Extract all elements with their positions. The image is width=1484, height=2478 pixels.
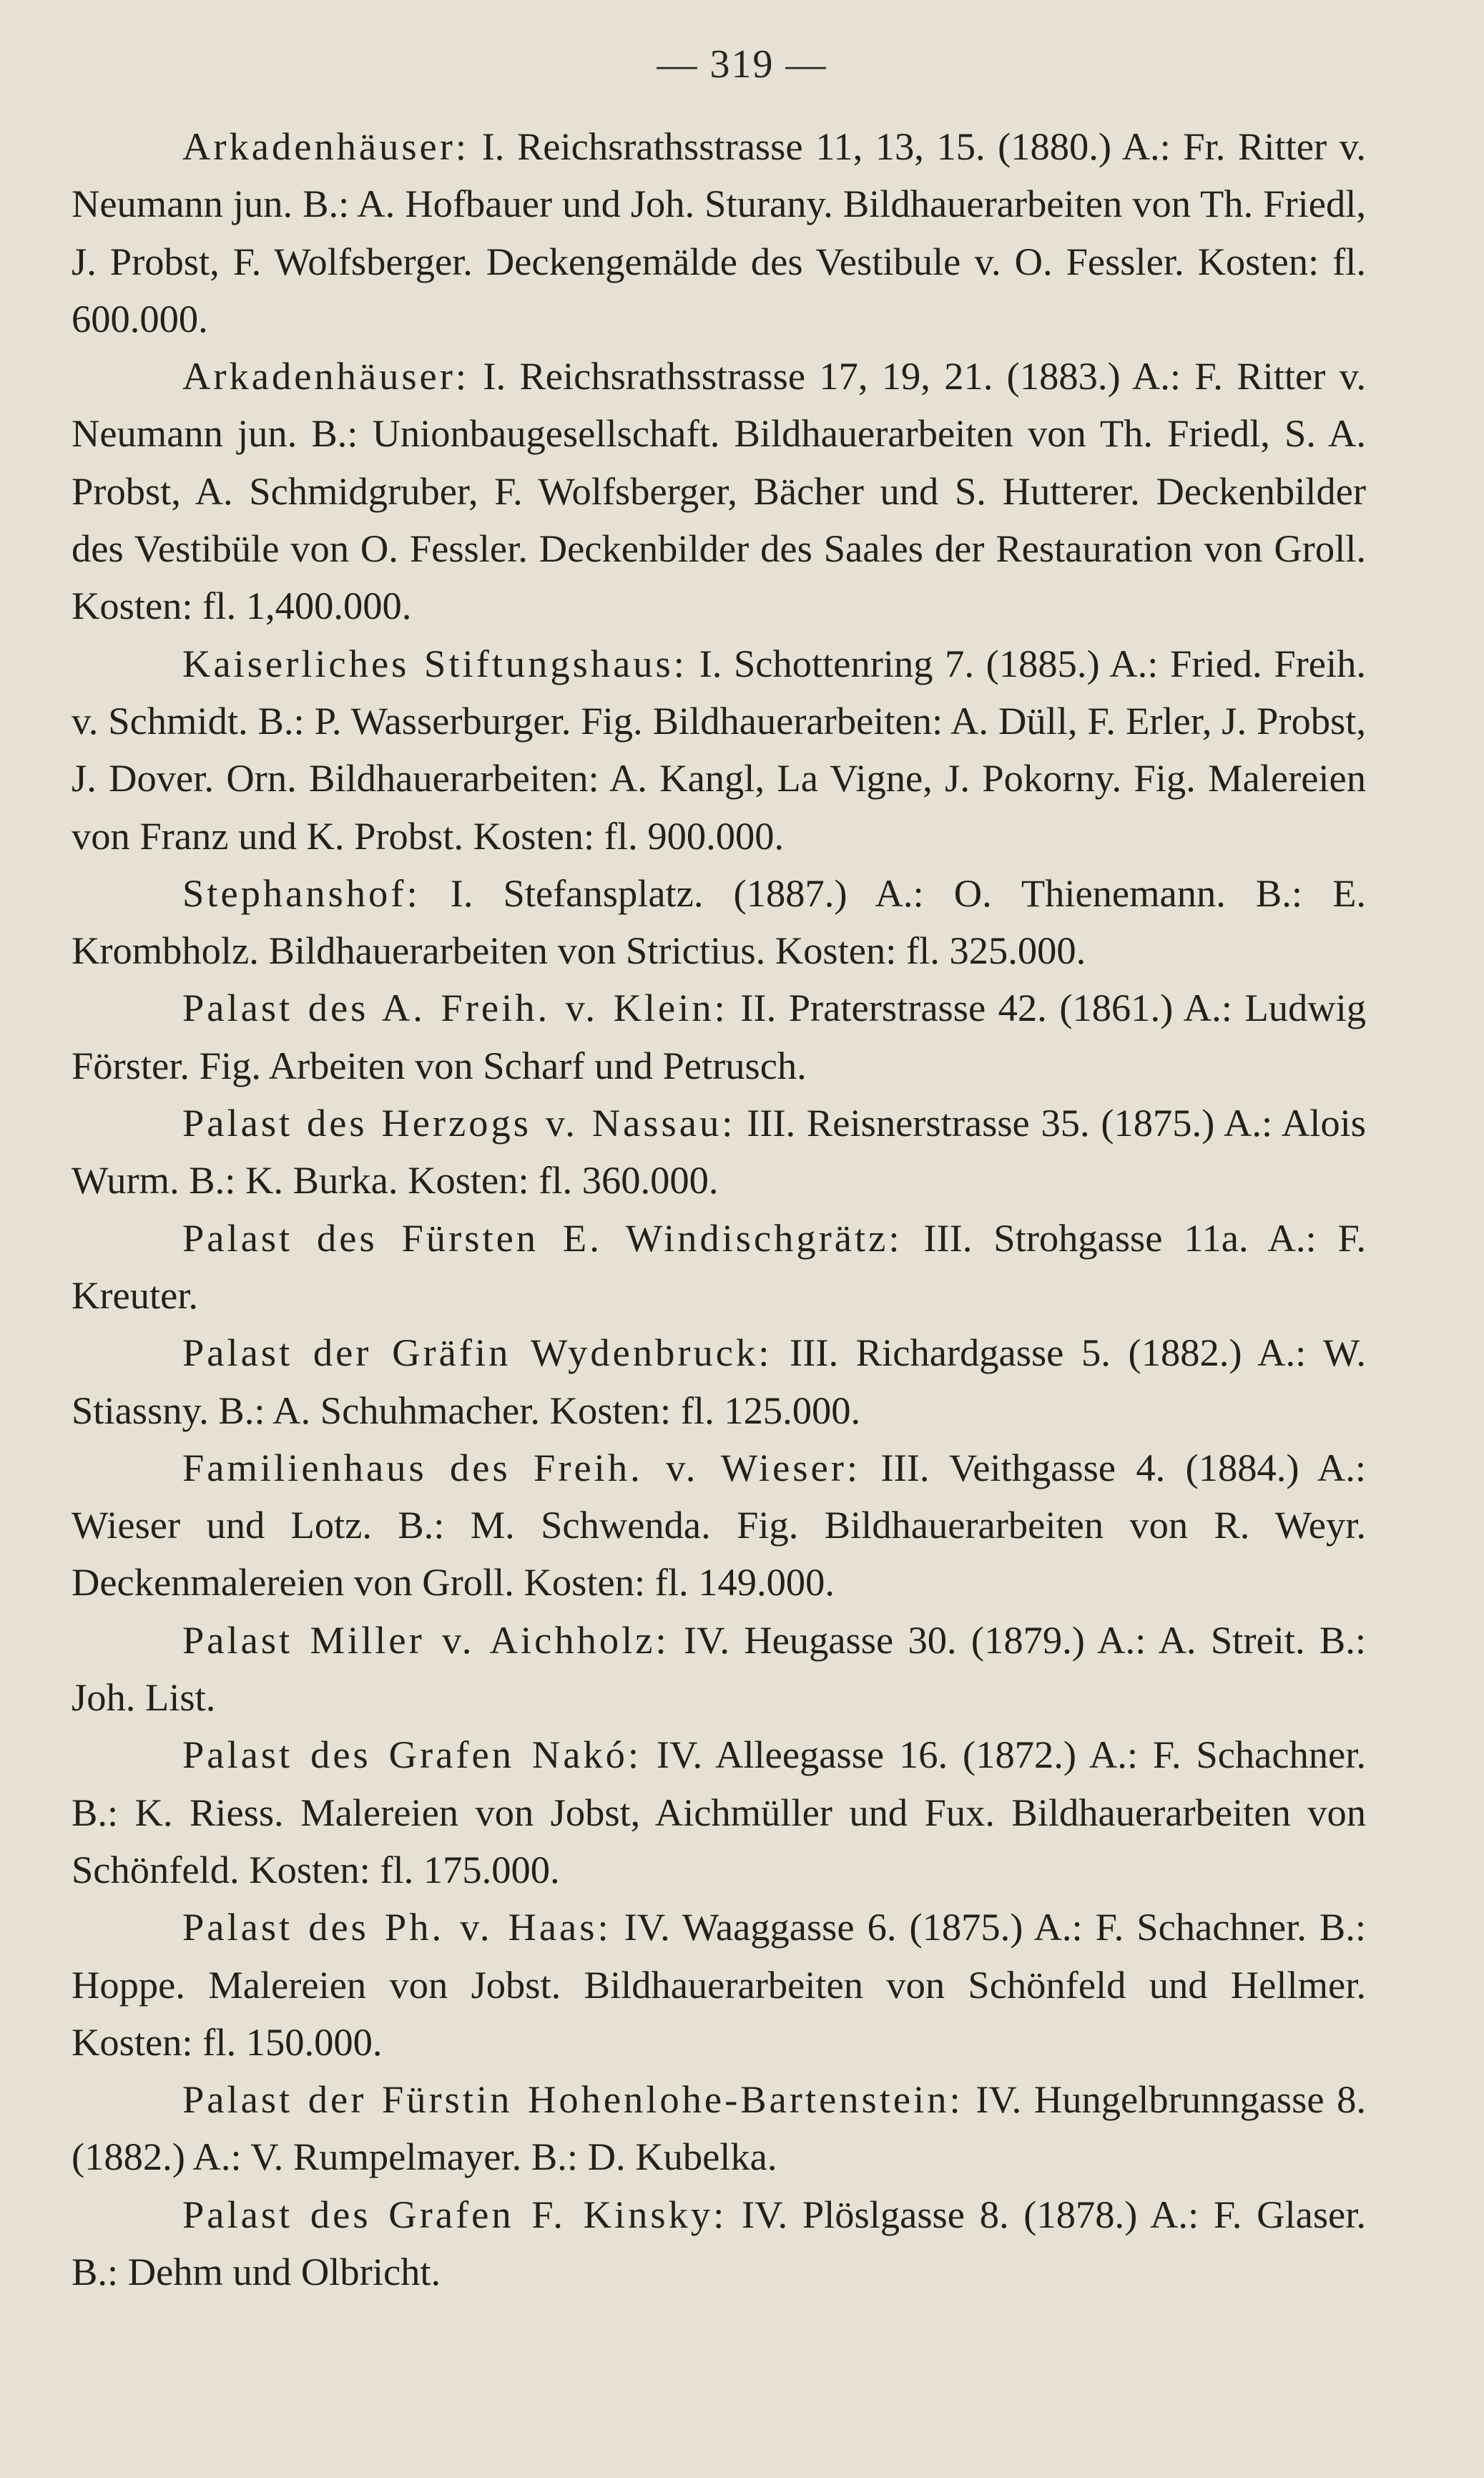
entry-title: Arkadenhäuser: (182, 354, 470, 398)
entry-title: Palast des Grafen Nakó: (182, 1733, 642, 1777)
entry (72, 2186, 1366, 2301)
entry-title: Palast des Herzogs v. Nassau: (182, 1101, 736, 1145)
entry-title: Palast der Gräfin Wydenbruck: (182, 1331, 772, 1375)
entry-list (72, 118, 1366, 2301)
entry-text: IV. Plöslgasse 8. (1878.) A.: F. Glaser. B.: Dehm und Olbricht. (72, 2192, 1366, 2293)
entry (72, 1324, 1366, 1439)
entry-text: IV. Waaggasse 6. (1875.) A.: F. Schachner. B.: Hoppe. Malereien von Jobst. Bildhauerarbeiten von Schönfeld und Hellmer. Kosten: fl. 150.000. (72, 1905, 1366, 2064)
entry (72, 348, 1366, 635)
entry-text: IV. Alleegasse 16. (1872.) A.: F. Schachner. B.: K. Riess. Malereien von Jobst, Aichmüller und Fux. Bildhauerarbeiten von Schönfeld. Kosten: fl. 175.000. (72, 1733, 1367, 1891)
entry-title: Arkadenhäuser: (182, 124, 470, 168)
entry-title: Palast des Fürsten E. Windischgrätz: (182, 1215, 903, 1260)
entry (72, 1210, 1366, 1325)
entry-title: Palast des Ph. v. Haas: (182, 1905, 611, 1949)
entry-text: IV. Hungelbrunngasse 8. (1882.) A.: V. Rumpelmayer. B.: D. Kubelka. (72, 2077, 1366, 2179)
entry-text: I. Reichsrathsstrasse 17, 19, 21. (1883.) A.: F. Ritter v. Neumann jun. B.: Unionbaugesellschaft. Bildhauerarbeiten von Th. Friedl, S. A. Probst, A. Schmidgruber, F. Wolfsberger, Bächer und S. Hutterer. Deckenbilder des Vestibüle von O. Fessler. Deckenbilder des Saales der Restauration von Groll. Kosten: fl. 1,400.000. (72, 354, 1367, 628)
entry-text: I. Reichsrathsstrasse 11, 13, 15. (1880.) A.: Fr. Ritter v. Neumann jun. B.: A. Hofbauer und Joh. Sturany. Bildhauerarbeiten von Th. Friedl, J. Probst, F. Wolfsberger. Deckengemälde des Vestibule v. O. Fessler. Kosten: fl. 600.000. (72, 124, 1367, 341)
entry (72, 1439, 1366, 1612)
entry (72, 1726, 1366, 1899)
entry-title: Kaiserliches Stiftungshaus: (182, 641, 687, 685)
entry-text: III. Veithgasse 4. (1884.) A.: Wieser und Lotz. B.: M. Schwenda. Fig. Bildhauerarbeiten von R. Weyr. Deckenmalereien von Groll. Kosten: fl. 149.000. (72, 1445, 1367, 1605)
entry (72, 2071, 1366, 2186)
entry-text: IV. Heugasse 30. (1879.) A.: A. Streit. B.: Joh. List. (72, 1617, 1366, 1720)
entry-text: I. Stefansplatz. (1887.) A.: O. Thienemann. B.: E. Krombholz. Bildhauerarbeiten von Strictius. Kosten: fl. 325.000. (72, 871, 1367, 973)
entry-title: Palast des A. Freih. v. Klein: (182, 986, 728, 1030)
entry-text: III. Reisnerstrasse 35. (1875.) A.: Alois Wurm. B.: K. Burka. Kosten: fl. 360.000. (72, 1101, 1367, 1203)
entry (72, 635, 1366, 865)
entry-title: Familienhaus des Freih. v. Wieser: (182, 1445, 861, 1489)
entry (72, 979, 1366, 1094)
entry-title: Palast der Fürstin Hohenlohe-Bartenstein: (182, 2077, 963, 2122)
entry-text: III. Richardgasse 5. (1882.) A.: W. Stiassny. B.: A. Schuhmacher. Kosten: fl. 125.000. (72, 1331, 1366, 1432)
entry-title: Stephanshof: (182, 871, 421, 915)
entry (72, 1899, 1366, 2071)
entry-text: I. Schottenring 7. (1885.) A.: Fried. Freih. v. Schmidt. B.: P. Wasserburger. Fig. Bildhauerarbeiten: A. Düll, F. Erler, J. Probst, J. Dover. Orn. Bildhauerarbeiten: A. Kangl, La Vigne, J. Pokorny. Fig. Malereien von Franz und K. Probst. Kosten: fl. 900.000. (72, 641, 1367, 858)
page-number: — 319 — (657, 42, 827, 87)
entry-text: III. Strohgasse 11a. A.: F. Kreuter. (72, 1215, 1367, 1317)
entry (72, 1612, 1366, 1727)
entry-title: Palast Miller v. Aichholz: (182, 1617, 669, 1662)
entry (72, 1094, 1366, 1210)
entry-title: Palast des Grafen F. Kinsky: (182, 2192, 727, 2236)
entry (72, 865, 1366, 980)
entry-text: II. Praterstrasse 42. (1861.) A.: Ludwig Förster. Fig. Arbeiten von Scharf und Petrusch. (72, 986, 1366, 1087)
entry (72, 118, 1366, 348)
